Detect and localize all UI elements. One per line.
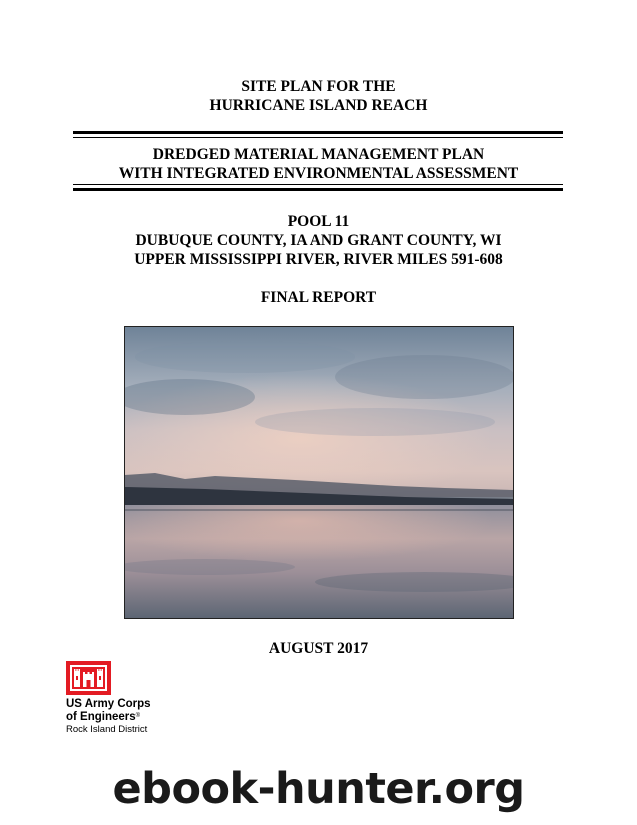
- divider-top-thick: [73, 131, 563, 134]
- divider-bottom-thin: [73, 184, 563, 185]
- river-miles-line: UPPER MISSISSIPPI RIVER, RIVER MILES 591-608: [134, 251, 503, 268]
- title-line-2: HURRICANE ISLAND REACH: [209, 97, 428, 114]
- usace-castle-logo: [66, 661, 111, 695]
- divider-bottom-thick: [73, 188, 563, 191]
- report-date: AUGUST 2017: [268, 640, 369, 657]
- watermark-text: ebook-hunter.org: [112, 764, 525, 814]
- counties-line: DUBUQUE COUNTY, IA AND GRANT COUNTY, WI: [135, 232, 502, 249]
- registered-mark: ®: [135, 713, 141, 719]
- pool-number: POOL 11: [287, 213, 350, 230]
- org-district: Rock Island District: [66, 724, 148, 735]
- divider-top-thin: [73, 137, 563, 138]
- cover-photo: [124, 326, 514, 619]
- subtitle-line-2: WITH INTEGRATED ENVIRONMENTAL ASSESSMENT: [118, 165, 519, 182]
- org-name-line-2: of Engineers®: [66, 711, 141, 723]
- org-name-line-1: US Army Corps: [66, 698, 151, 710]
- subtitle-line-1: DREDGED MATERIAL MANAGEMENT PLAN: [152, 146, 485, 163]
- title-line-1: SITE PLAN FOR THE: [241, 78, 396, 95]
- report-type: FINAL REPORT: [260, 289, 377, 306]
